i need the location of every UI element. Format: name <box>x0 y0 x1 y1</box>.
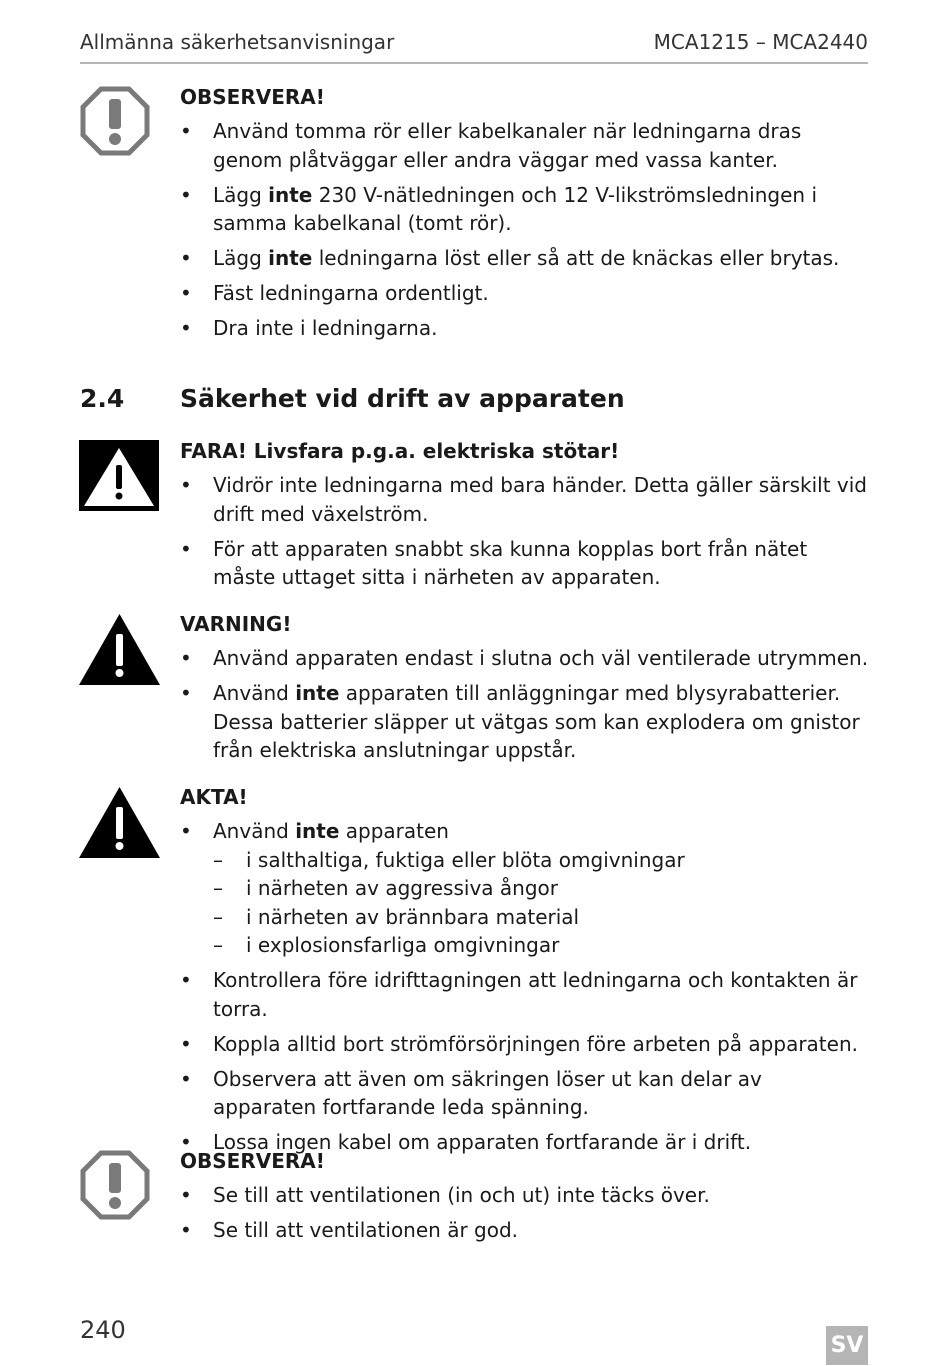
page-number: 240 <box>80 1316 126 1344</box>
list-item: • Observera att även om säkringen löser ut kan delar av apparaten fortfarande leda spänning. <box>180 1065 870 1122</box>
list-item: • Använd inte apparaten till anläggningar med blysyrabatterier. Dessa batterier släpper ut vätgas som kan explodera om gnistor från elektriska anslutningar uppstår. <box>180 679 870 765</box>
page-header <box>80 30 868 64</box>
notice-title: OBSERVERA! <box>180 1149 325 1173</box>
warning-title: VARNING! <box>180 612 292 636</box>
list-item: • Dra inte i ledningarna. <box>180 314 870 343</box>
list-item: • Koppla alltid bort strömförsörjningen före arbeten på apparaten. <box>180 1030 870 1059</box>
list-item: • Använd apparaten endast i slutna och väl ventilerade utrymmen. <box>180 644 870 673</box>
octagon-exclamation-icon <box>80 1150 150 1220</box>
list-item: • Se till att ventilationen (in och ut) inte täcks över. <box>180 1181 870 1210</box>
section-heading <box>80 384 625 413</box>
list-item: • Vidrör inte ledningarna med bara händer. Detta gäller särskilt vid drift med växelström. <box>180 471 870 528</box>
section-number: 2.4 <box>80 384 125 413</box>
warning-block <box>180 610 870 771</box>
sub-list-item: – i explosionsfarliga omgivningar <box>213 931 870 960</box>
notice-block-1 <box>180 83 870 349</box>
list-item: • Lägg inte ledningarna löst eller så att de knäckas eller brytas. <box>180 244 870 273</box>
danger-block <box>180 437 870 598</box>
list-item: • Se till att ventilationen är god. <box>180 1216 870 1245</box>
electric-hazard-triangle-icon <box>79 440 159 511</box>
list-item: • Lossa ingen kabel om apparaten fortfarande är i drift. <box>180 1128 870 1157</box>
list-item: • För att apparaten snabbt ska kunna kopplas bort från nätet måste uttaget sitta i närheten av apparaten. <box>180 535 870 592</box>
caution-block <box>180 783 870 1163</box>
list-item: • Lägg inte 230 V-nätledningen och 12 V-likströmsledningen i samma kabelkanal (tomt rör). <box>180 181 870 238</box>
octagon-exclamation-icon <box>80 86 150 156</box>
list-item: • Använd inte apparaten – i salthaltiga, fuktiga eller blöta omgivningar – i närheten av aggressiva ångor – i närheten av brännbara material – i explosionsfarliga omgivningar <box>180 817 870 960</box>
language-badge: SV <box>826 1326 868 1365</box>
header-title: Allmänna säkerhetsanvisningar <box>80 30 395 54</box>
list-item: • Fäst ledningarna ordentligt. <box>180 279 870 308</box>
notice-title: OBSERVERA! <box>180 85 325 109</box>
warning-triangle-icon <box>79 614 160 685</box>
list-item: • Använd tomma rör eller kabelkanaler när ledningarna dras genom plåtväggar eller andra väggar med vassa kanter. <box>180 117 870 174</box>
sub-list-item: – i närheten av brännbara material <box>213 903 870 932</box>
danger-title: FARA! Livsfara p.g.a. elektriska stötar! <box>180 439 620 463</box>
sub-list-item: – i salthaltiga, fuktiga eller blöta omgivningar <box>213 846 870 875</box>
caution-title: AKTA! <box>180 785 248 809</box>
notice-block-2 <box>180 1147 870 1251</box>
warning-triangle-icon <box>79 787 160 858</box>
section-title: Säkerhet vid drift av apparaten <box>180 384 625 413</box>
sub-list-item: – i närheten av aggressiva ångor <box>213 874 870 903</box>
header-model: MCA1215 – MCA2440 <box>653 30 868 54</box>
list-item: • Kontrollera före idrifttagningen att ledningarna och kontakten är torra. <box>180 966 870 1023</box>
